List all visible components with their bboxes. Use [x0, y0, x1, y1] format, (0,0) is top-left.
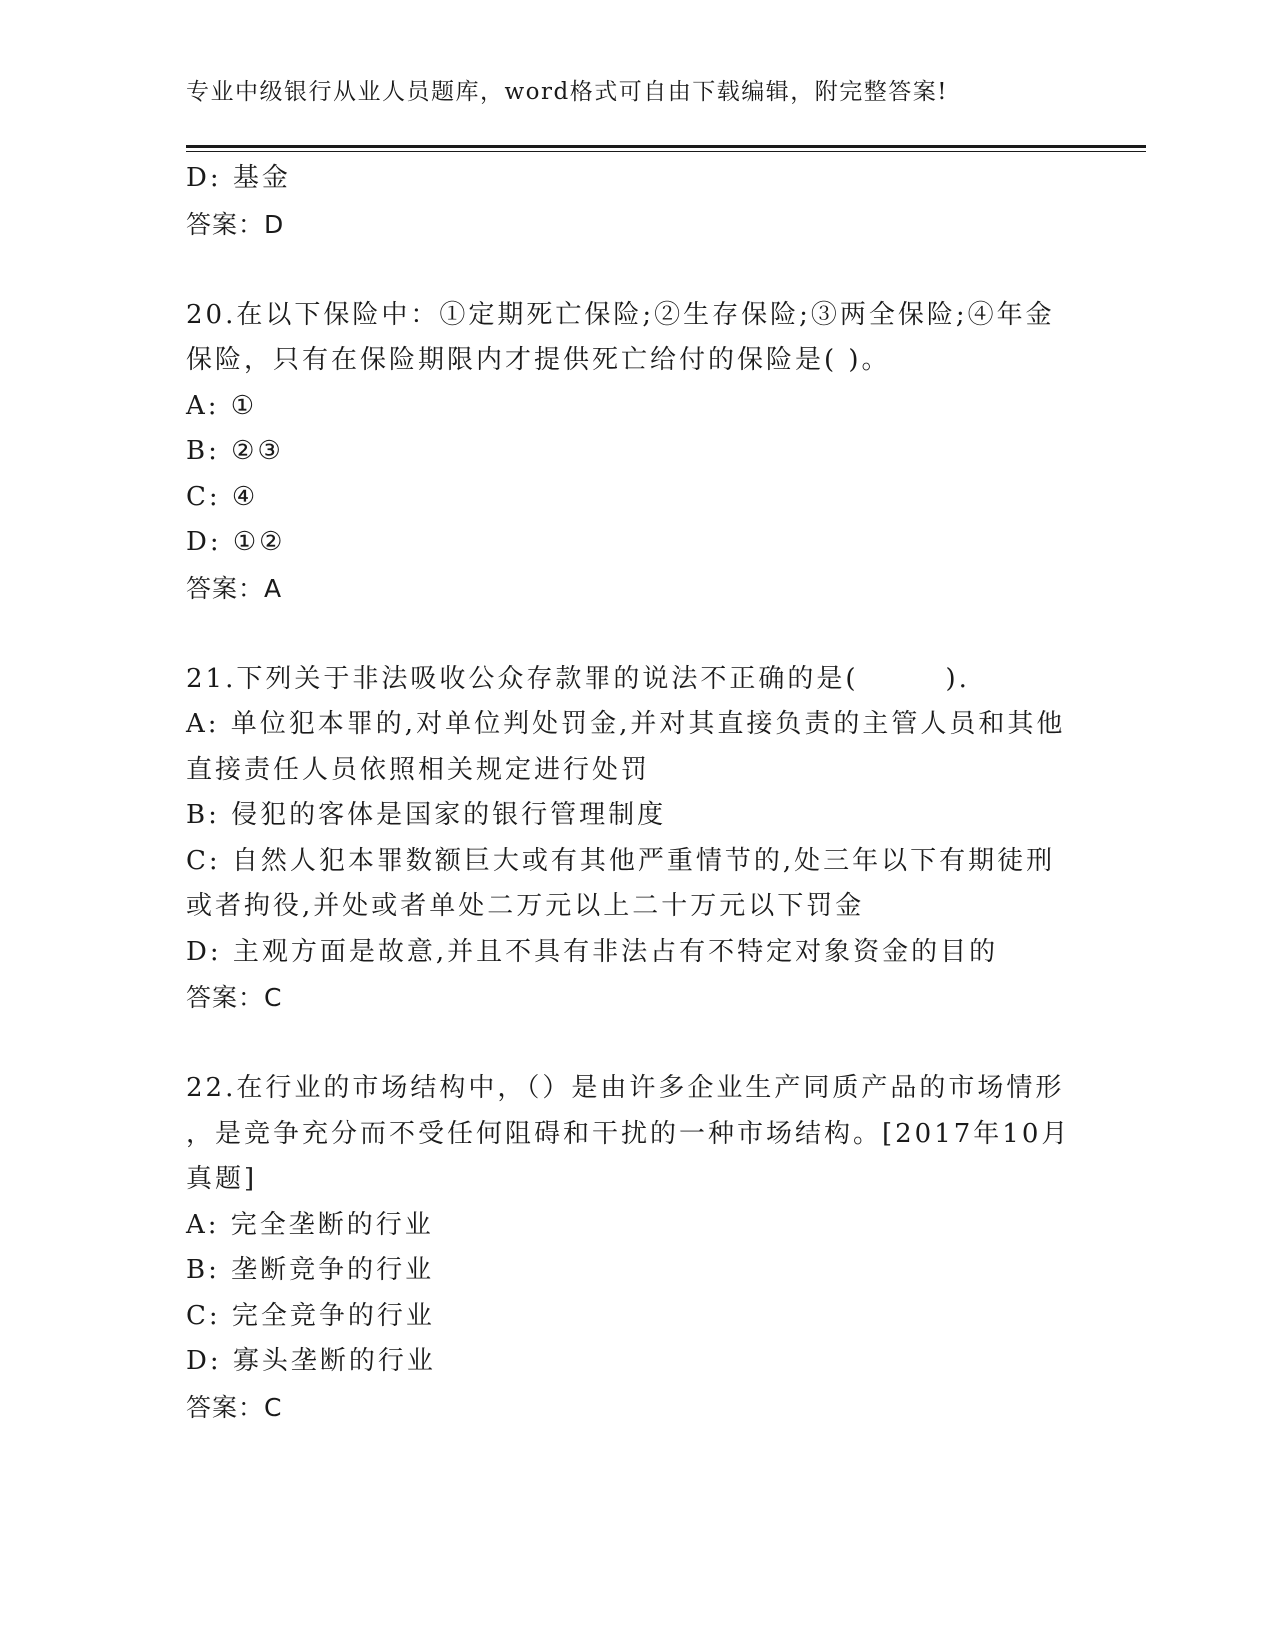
question-21-option-c-cont: 或者拘役,并处或者单处二万元以上二十万元以下罚金 — [186, 891, 865, 921]
question-22-line-2: ，是竞争充分而不受任何阻碍和干扰的一种市场结构。[2017年10月 — [186, 1118, 1071, 1149]
question-21-option-b: B: 侵犯的客体是国家的银行管理制度 — [186, 800, 667, 830]
question-21 — [186, 657, 1076, 1021]
spacer — [186, 247, 1076, 293]
spacer — [186, 1021, 1076, 1067]
header-rule-thick — [186, 145, 1146, 148]
question-20-line-2: 保险，只有在保险期限内才提供死亡给付的保险是( )。 — [186, 345, 891, 375]
question-22-line-3: 真题] — [186, 1164, 258, 1194]
question-21-option-a: A: 单位犯本罪的,对单位判处罚金,并对其直接负责的主管人员和其他 — [186, 709, 1066, 739]
question-22 — [186, 1066, 1076, 1430]
question-22-line-1: 22.在行业的市场结构中，（）是由许多企业生产同质产品的市场情形 — [186, 1073, 1065, 1103]
question-21-option-d: D: 主观方面是故意,并且不具有非法占有不特定对象资金的目的 — [186, 936, 999, 967]
question-22-option-a: A: 完全垄断的行业 — [186, 1209, 434, 1240]
question-20 — [186, 293, 1076, 612]
question-21-option-a-cont: 直接责任人员依照相关规定进行处罚 — [186, 754, 651, 785]
page-header-text: 专业中级银行从业人员题库，word格式可自由下载编辑，附完整答案! — [186, 79, 948, 105]
question-content — [186, 156, 1076, 1430]
prev-option-d: D: 基金 — [186, 163, 291, 193]
question-21-line-1: 21.下列关于非法吸收公众存款罪的说法不正确的是( ). — [186, 663, 970, 694]
question-20-option-d: D: ①② — [186, 527, 286, 557]
question-21-answer: 答案：C — [186, 983, 283, 1012]
question-20-option-a: A: ① — [186, 390, 258, 421]
question-22-option-b: B: 垄断竞争的行业 — [186, 1255, 435, 1285]
spacer — [186, 611, 1076, 657]
question-20-line-1: 20.在以下保险中：①定期死亡保险;②生存保险;③两全保险;④年金 — [186, 299, 1055, 330]
question-20-answer: 答案：A — [186, 573, 283, 603]
question-21-option-c: C: 自然人犯本罪数额巨大或有其他严重情节的,处三年以下有期徒刑 — [186, 845, 1056, 876]
question-20-option-b: B: ②③ — [186, 436, 284, 466]
question-20-option-c: C: ④ — [186, 481, 259, 512]
header-rule-thin — [186, 151, 1146, 152]
question-22-answer: 答案：C — [186, 1392, 283, 1422]
question-22-option-d: D: 寡头垄断的行业 — [186, 1346, 436, 1376]
prev-answer: 答案：D — [186, 209, 285, 239]
question-22-option-c: C: 完全竞争的行业 — [186, 1300, 435, 1331]
